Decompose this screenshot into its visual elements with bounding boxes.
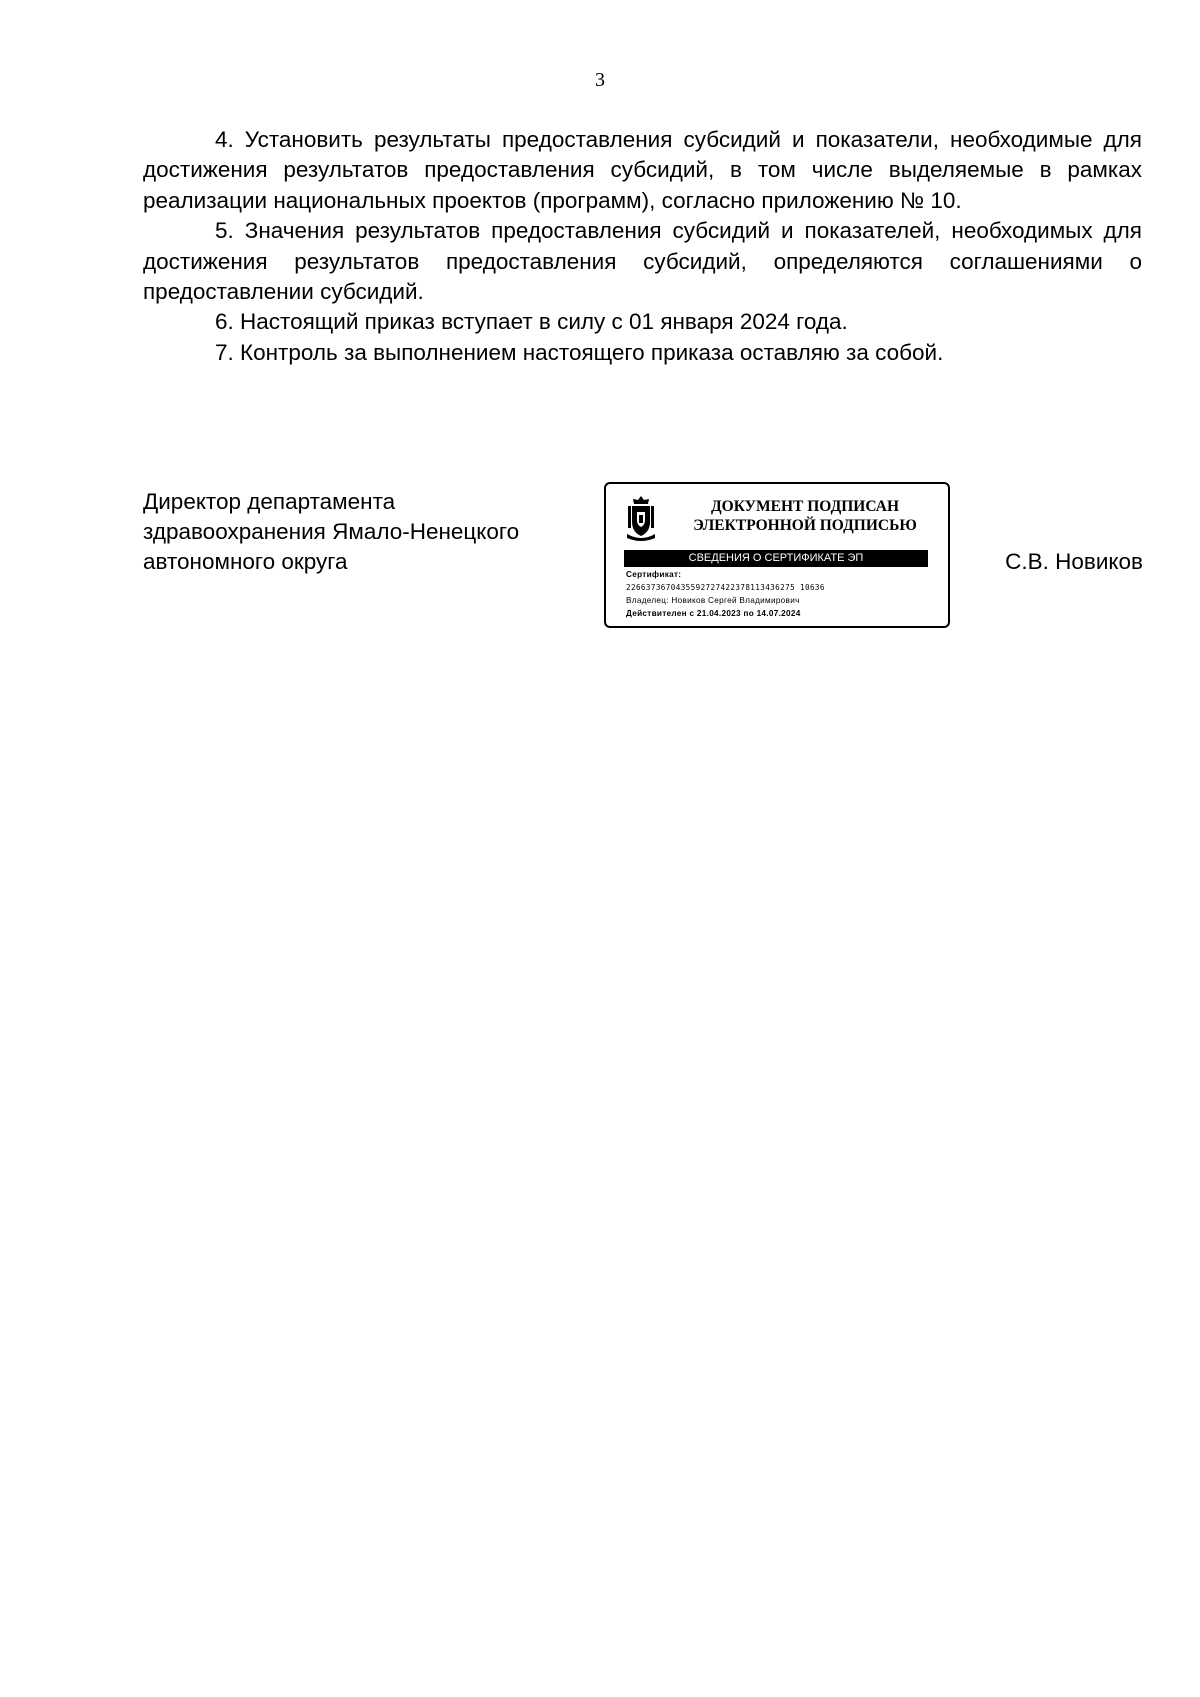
signatory-title (143, 487, 603, 577)
certificate-info-bar: СВЕДЕНИЯ О СЕРТИФИКАТЕ ЭП (624, 550, 928, 567)
certificate-validity: Действителен с 21.04.2023 по 14.07.2024 (626, 609, 801, 618)
stamp-heading (670, 497, 940, 535)
stamp-heading-line: ЭЛЕКТРОННОЙ ПОДПИСЬЮ (693, 517, 917, 534)
signatory-title-line: Директор департамента (143, 489, 396, 514)
certificate-label: Сертификат: (626, 570, 682, 579)
signatory-title-line: автономного округа (143, 549, 348, 574)
paragraph-4: 4. Установить результаты предоставления субсидий и показатели, необходимые для достижения результатов предоставления субсидий, в том числе выделяемые в рамках реализации национальных проектов (программ), согласно приложению № 10. (143, 127, 1142, 213)
paragraph-6: 6. Настоящий приказ вступает в силу с 01 января 2024 года. (215, 309, 848, 335)
certificate-owner: Владелец: Новиков Сергей Владимирович (626, 596, 800, 605)
page-number: 3 (595, 69, 605, 91)
paragraph-7: 7. Контроль за выполнением настоящего приказа оставляю за собой. (215, 339, 944, 365)
electronic-signature-stamp (604, 482, 950, 628)
signatory-title-line: здравоохранения Ямало-Ненецкого (143, 519, 520, 544)
document-body (143, 125, 1142, 368)
coat-of-arms-icon (624, 494, 658, 544)
signatory-name: С.В. Новиков (1005, 549, 1143, 574)
paragraph-5: 5. Значения результатов предоставления субсидий и показателей, необходимых для достижения результатов предоставления субсидий, определяются соглашениями о предоставлении субсидий. (143, 218, 1142, 305)
certificate-number: 2266373670435592727422378113436275 10636 (626, 583, 825, 592)
stamp-heading-line: ДОКУМЕНТ ПОДПИСАН (710, 498, 900, 515)
